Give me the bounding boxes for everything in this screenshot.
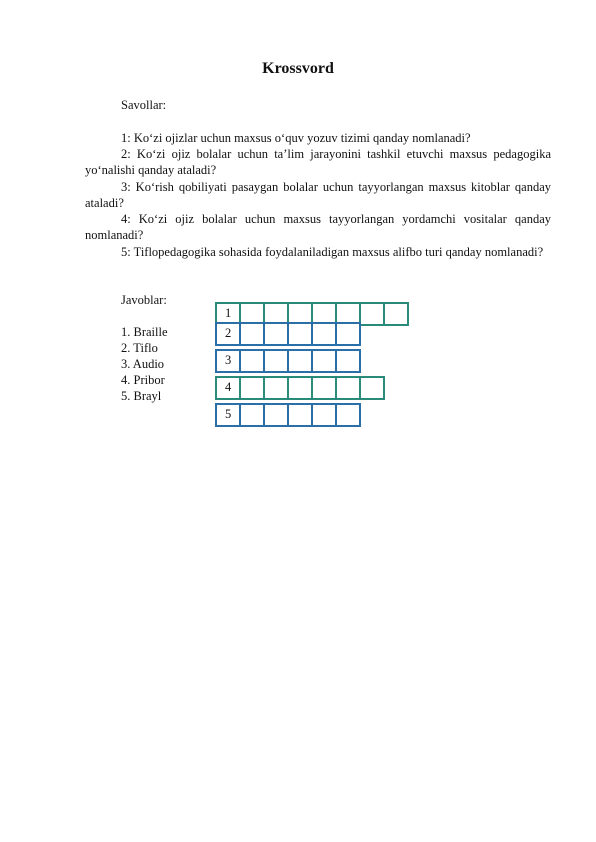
page-title: Krossvord (262, 60, 334, 77)
crossword-cell[interactable] (287, 349, 313, 373)
crossword-row-number: 4 (225, 380, 232, 394)
question-3: 3: Ko‘rish qobiliyati pasaygan bolalar uchun tayyorlangan maxsus kitoblar qanday ataladi? (85, 180, 551, 210)
crossword-cell[interactable] (311, 403, 337, 427)
crossword-cell[interactable] (359, 376, 385, 400)
crossword-cell[interactable] (215, 403, 241, 427)
crossword-row-number: 2 (225, 326, 232, 340)
question-4: 4: Ko‘zi ojiz bolalar uchun maxsus tayyorlangan yordamchi vositalar qanday nomlanadi? (85, 212, 551, 242)
crossword-cell[interactable] (335, 349, 361, 373)
crossword-cell[interactable] (239, 322, 265, 346)
questions-heading: Savollar: (121, 98, 167, 112)
crossword-cell[interactable] (335, 322, 361, 346)
crossword-cell[interactable] (215, 349, 241, 373)
crossword-cell[interactable] (287, 376, 313, 400)
crossword-cell[interactable] (335, 403, 361, 427)
answers-heading: Javoblar: (121, 293, 167, 307)
crossword-cell[interactable] (263, 376, 289, 400)
crossword-cell[interactable] (239, 349, 265, 373)
crossword-row-2 (215, 322, 359, 346)
answer-3: 3. Audio (121, 357, 165, 371)
crossword-cell[interactable] (359, 302, 385, 326)
answer-1: 1. Braille (121, 325, 168, 339)
question-5: 5: Tiflopedagogika sohasida foydalaniladigan maxsus alifbo turi qanday nomlanadi? (121, 245, 544, 259)
answers-list (121, 324, 168, 404)
crossword-cell[interactable] (215, 376, 241, 400)
crossword-cell[interactable] (263, 349, 289, 373)
crossword-cell[interactable] (311, 349, 337, 373)
crossword-row-5 (215, 403, 359, 427)
crossword-cell[interactable] (239, 403, 265, 427)
answer-4: 4. Pribor (121, 373, 165, 387)
crossword-row-number: 1 (225, 306, 232, 320)
crossword-row-number: 5 (225, 407, 232, 421)
crossword-cell[interactable] (287, 322, 313, 346)
crossword-cell[interactable] (263, 322, 289, 346)
crossword-cell[interactable] (311, 376, 337, 400)
crossword-row-number: 3 (225, 353, 232, 367)
crossword-cell[interactable] (311, 322, 337, 346)
answer-5: 5. Brayl (121, 389, 162, 403)
crossword-cell[interactable] (287, 403, 313, 427)
crossword-row-4 (215, 376, 383, 400)
crossword-cell[interactable] (239, 376, 265, 400)
question-2: 2: Ko‘zi ojiz bolalar uchun ta’lim jarayonini tashkil etuvchi maxsus pedagogika yo‘nalishi qanday ataladi? (85, 147, 551, 177)
crossword-cell[interactable] (335, 376, 361, 400)
crossword-row-3 (215, 349, 359, 373)
question-1: 1: Ko‘zi ojizlar uchun maxsus o‘quv yozuv tizimi qanday nomlanadi? (121, 131, 471, 145)
answer-2: 2. Tiflo (121, 341, 158, 355)
crossword-cell[interactable] (263, 403, 289, 427)
crossword-cell[interactable] (215, 322, 241, 346)
crossword-cell[interactable] (383, 302, 409, 326)
